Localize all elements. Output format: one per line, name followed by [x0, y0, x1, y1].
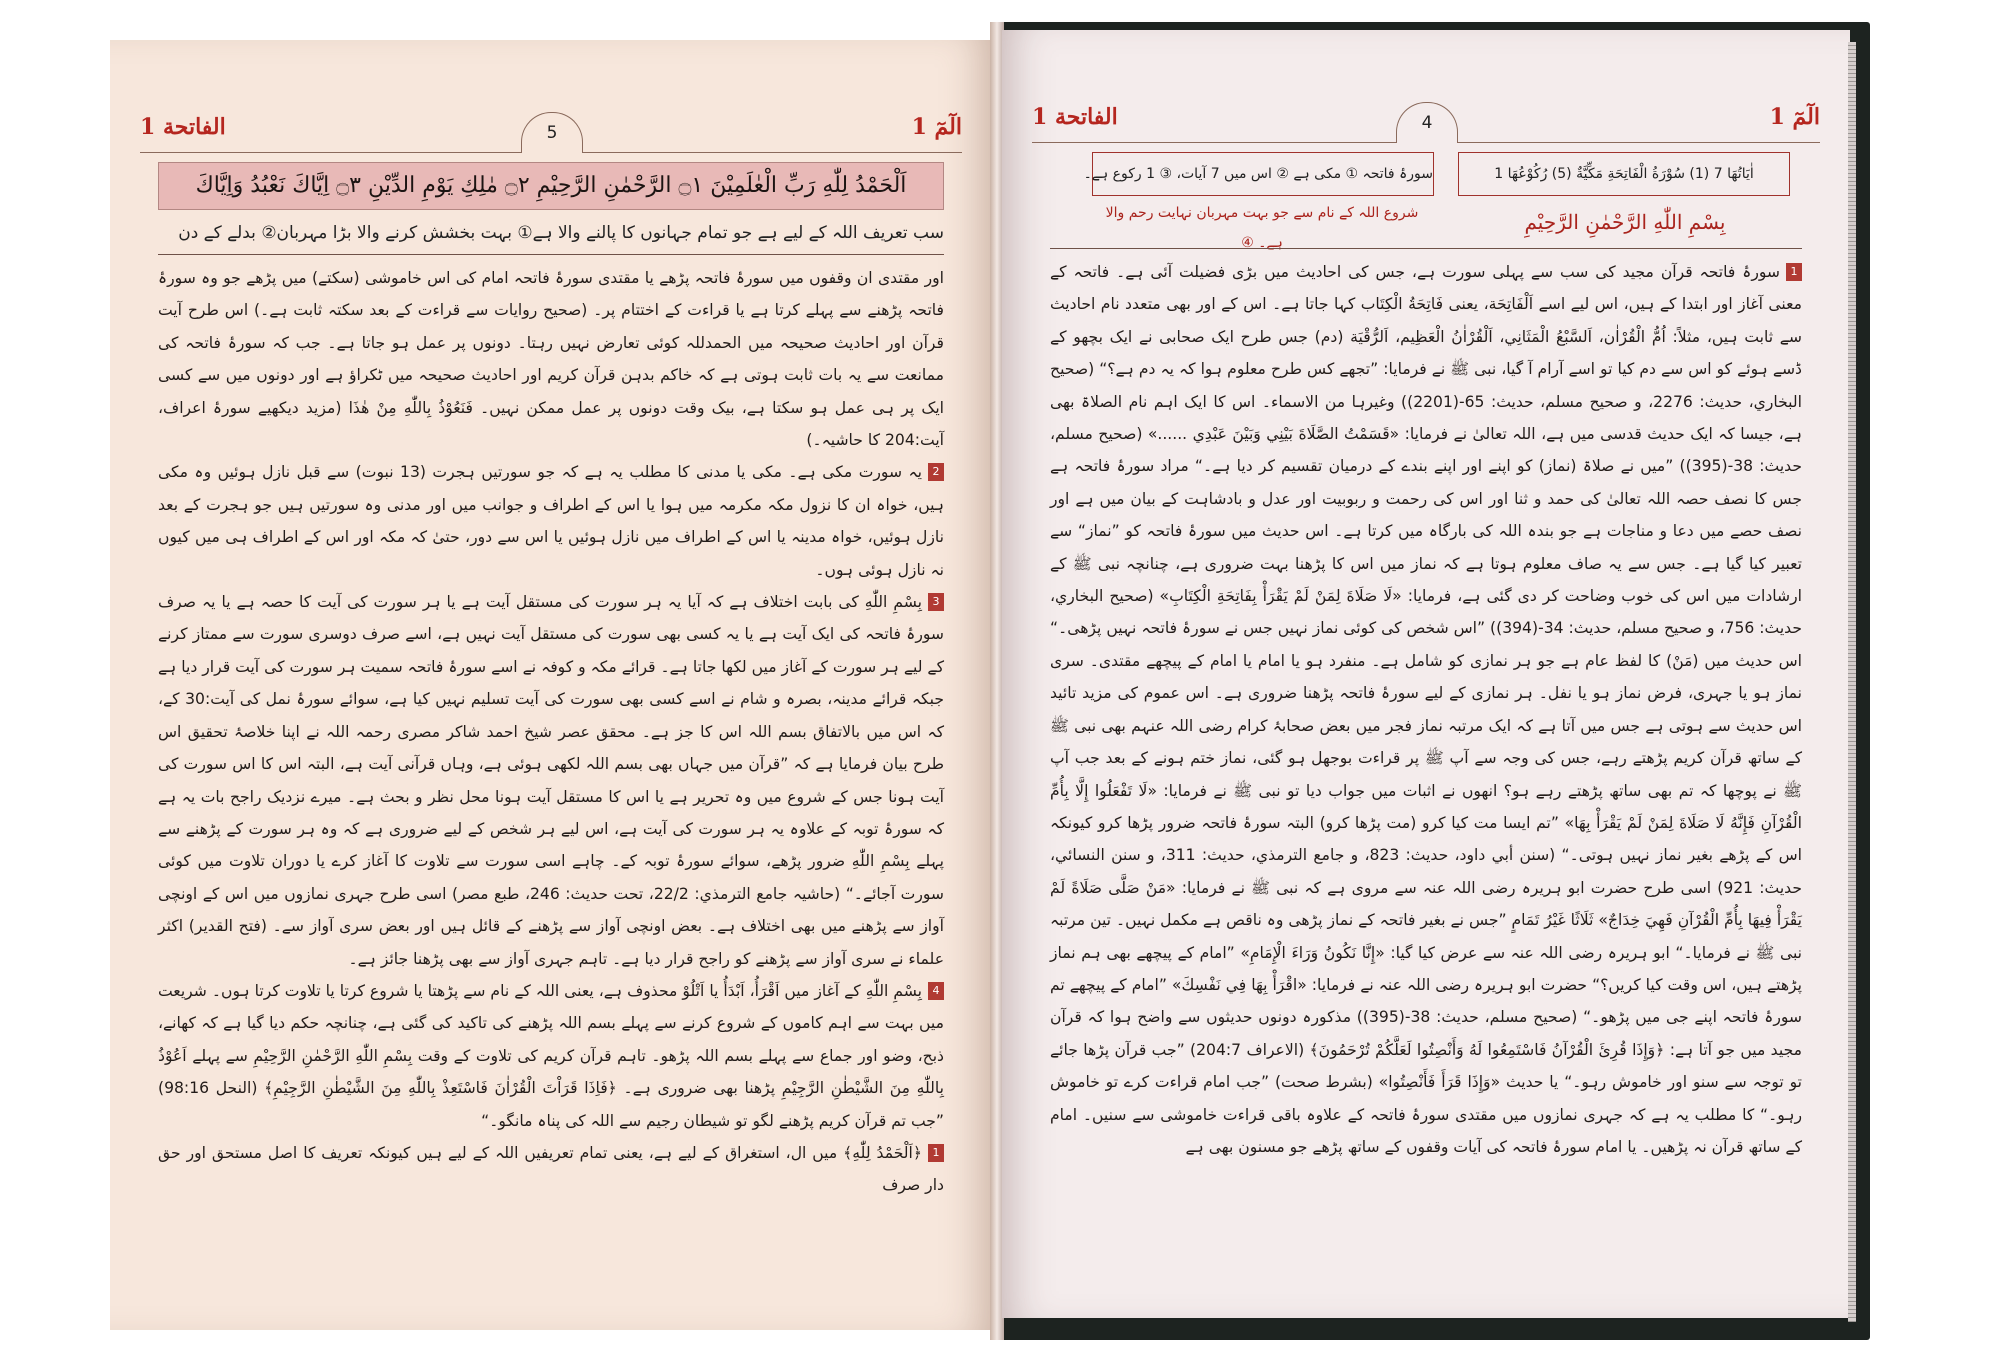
bismillah: بِسْمِ اللّٰهِ الرَّحْمٰنِ الرَّحِيْمِ [1524, 210, 1726, 234]
commentary-paragraph: اور مقتدی ان وقفوں میں سورۂ فاتحہ پڑھے یا مقتدی سورۂ فاتحہ امام کی اس خاموشی (سکتے) میں پڑھے جو وہ سورۂ فاتحہ پڑھنے سے پہلے کرتا ہے یا قراءت کے اختتام پر۔ (صحیح روایات سے قراءت کے بعد سکتہ ثابت ہے۔) اس طرح آیت قرآن اور احادیث صحیحہ میں الحمدللہ کوئی تعارض نہیں رہتا۔ دونوں پر عمل ہو جاتا ہے۔ جب کہ سورۂ فاتحہ کی ممانعت سے یہ بات ثابت ہوتی ہے کہ خاکم بدہن قرآن کریم اور احادیث صحیحہ میں ٹکراؤ ہے اور دونوں میں سے کسی ایک پر ہی عمل ہو سکتا ہے، بیک وقت دونوں پر عمل ممکن نہیں۔ فَنَعُوْذُ بِاللّٰهِ مِنْ هٰذَا (مزید دیکھیے سورۂ اعراف، آیت:204 کا حاشیہ۔) [158, 269, 944, 450]
commentary-paragraph: 1سورۂ فاتحہ قرآن مجید کی سب سے پہلی سورت ہے، جس کی احادیث میں بڑی فضیلت آئی ہے۔ فاتحہ کے معنی آغاز اور ابتدا کے ہیں، اس لیے اسے اَلْفَاتِحَة، یعنی فَاتِحَةُ الْكِتَاب کہا جاتا ہے۔ اس کے اور بھی متعدد نام احادیث سے ثابت ہیں، مثلاً: اُمُّ الْقُرْاٰن، اَلسَّبْعُ الْمَثَانِي، اَلْقُرْاٰنُ الْعَظِيم، اَلرُّقْيَة (دم) جس طرح ایک صحابی نے ایک بچھو کے ڈسے ہوئے کو اس سے دم کیا تو اسے آرام آ گیا، نبی ﷺ نے فرمایا: ”تجھے کس طرح معلوم ہوا کہ یہ دم ہے؟“ (صحیح البخاري، حدیث: 2276، و صحیح مسلم، حدیث: 65-(2201)) وغیرہا من الاسماء۔ اس کا ایک اہم نام الصلاۃ بھی ہے، جیسا کہ ایک حدیث قدسی میں ہے، اللہ تعالیٰ نے فرمایا: «قَسَمْتُ الصَّلَاةَ بَيْنِي وَبَيْنَ عَبْدِي ......» (صحیح مسلم، حدیث: 38-(395)) ”میں نے صلاۃ (نماز) کو اپنے اور اپنے بندے کے درمیان تقسیم کر دیا ہے۔“ مراد سورۂ فاتحہ ہے جس کا نصف حصہ اللہ تعالیٰ کی حمد و ثنا اور اس کی رحمت و ربوبیت اور عدل و بادشاہت کے بیان میں ہے اور نصف حصے میں دعا و مناجات ہے جو بندہ اللہ کی بارگاہ میں کرتا ہے۔ اس حدیث میں سورۂ فاتحہ کو ”نماز“ سے تعبیر کیا گیا ہے۔ جس سے یہ صاف معلوم ہوتا ہے کہ نماز میں اس کا پڑھنا بہت ضروری ہے، چنانچہ نبی ﷺ کے ارشادات میں اس کی خوب وضاحت کر دی گئی ہے، فرمایا: «لَا صَلَاةَ لِمَنْ لَمْ يَقْرَأْ بِفَاتِحَةِ الْكِتَابِ» (صحیح البخاري، حدیث: 756، و صحیح مسلم، حدیث: 34-(394)) ”اس شخص کی کوئی نماز نہیں جس نے سورۂ فاتحہ نہیں پڑھی۔“ اس حدیث میں (مَنْ) کا لفظ عام ہے جو ہر نمازی کو شامل ہے۔ منفرد ہو یا امام یا امام کے پیچھے مقتدی۔ سری نماز ہو یا جہری، فرض نماز ہو یا نفل۔ ہر نمازی کے لیے سورۂ فاتحہ پڑھنا ضروری ہے۔ اس عموم کی مزید تائید اس حدیث سے ہوتی ہے جس میں آتا ہے کہ ایک مرتبہ نماز فجر میں بعض صحابۂ کرام رضی اللہ عنہم بھی نبی ﷺ کے ساتھ قرآن کریم پڑھتے رہے، جس کی وجہ سے آپ ﷺ پر قراءت بوجھل ہو گئی، نماز ختم ہونے کے بعد جب آپ ﷺ نے پوچھا کہ تم بھی ساتھ پڑھتے رہے ہو؟ انھوں نے اثبات میں جواب دیا تو نبی ﷺ نے فرمایا: «لَا تَفْعَلُوا إِلَّا بِأُمِّ الْقُرْآنِ فَإِنَّهُ لَا صَلَاةَ لِمَنْ لَمْ يَقْرَأْ بِهَا» ”تم ایسا مت کیا کرو (مت پڑھا کرو) البتہ سورۂ فاتحہ ضرور پڑھا کرو کیونکہ اس کے پڑھے بغیر نماز نہیں ہوتی۔“ (سنن أبي داود، حدیث: 823، و جامع الترمذي، حدیث: 311، و سنن النسائي، حدیث: 921) اسی طرح حضرت ابو ہریرہ رضی اللہ عنہ سے مروی ہے کہ نبی ﷺ نے فرمایا: «مَنْ صَلَّى صَلَاةً لَمْ يَقْرَأْ فِيهَا بِأُمِّ الْقُرْآنِ فَهِيَ خِدَاجٌ» ثَلَاثًا غَيْرُ تَمَامٍ ”جس نے بغیر فاتحہ کے نماز پڑھی وہ ناقص ہے مکمل نہیں۔ تین مرتبہ نبی ﷺ نے فرمایا۔“ ابو ہریرہ رضی اللہ عنہ سے عرض کیا گیا: «إِنَّا نَكُونُ وَرَاءَ الْإِمَامِ» ”امام کے پیچھے بھی ہم نماز پڑھتے ہیں، اس وقت کیا کریں؟“ حضرت ابو ہریرہ رضی اللہ عنہ نے فرمایا: «اقْرَأْ بِهَا فِي نَفْسِكَ» ”امام کے پیچھے تم سورۂ فاتحہ اپنے جی میں پڑھو۔“ (صحیح مسلم، حدیث: 38-(395)) مذکورہ دونوں حدیثوں سے واضح ہوا کہ قرآن مجید میں جو آتا ہے: ﴿وَإِذَا قُرِئَ الْقُرْآنُ فَاسْتَمِعُوا لَهُ وَأَنْصِتُوا لَعَلَّكُمْ تُرْحَمُونَ﴾ (الاعراف 204:7) ”جب قرآن پڑھا جائے تو توجہ سے سنو اور خاموش رہو۔“ یا حدیث «وَإِذَا قَرَأَ فَأَنْصِتُوا» (بشرط صحت) ”جب امام قراءت کرے تو خاموش رہو۔“ کا مطلب یہ ہے کہ جہری نمازوں میں مقتدی سورۂ فاتحہ کے علاوہ باقی قراءت خاموشی سے سنیں۔ امام کے ساتھ قرآن نہ پڑھیں۔ یا امام سورۂ فاتحہ کی آیات وقفوں کے ساتھ پڑھے جو مسنون بھی ہے [1049, 263, 1803, 1156]
para-title: الٓمٓ 1 [911, 114, 962, 140]
surah-summary-box: سورۂ فاتحہ ① مکی ہے ② اس میں 7 آیات، ③ 1 رکوع ہے۔ [1092, 152, 1434, 196]
commentary-paragraph: 4بِسْمِ اللّٰهِ کے آغاز میں اَقْرَأُ، اَبْدَأُ یا اَتْلُوْ محذوف ہے، یعنی اللہ کے نام سے پڑھتا یا شروع کرتا یا تلاوت کرتا ہوں۔ شریعت میں بہت سے اہم کاموں کے شروع کرنے سے پہلے بسم اللہ پڑھنے کی تاکید کی گئی ہے، چنانچہ حکم دیا گیا ہے کہ کھانے، ذبح، وضو اور جماع سے پہلے بسم اللہ پڑھو۔ تاہم قرآن کریم کی تلاوت کے وقت بِسْمِ اللّٰهِ الرَّحْمٰنِ الرَّحِيْمِ سے پہلے اَعُوْذُ بِاللّٰهِ مِنَ الشَّيْطٰنِ الرَّجِيْمِ پڑھنا بھی ضروری ہے۔ ﴿فَاِذَا قَرَاْتَ الْقُرْاٰنَ فَاسْتَعِذْ بِاللّٰهِ مِنَ الشَّيْطٰنِ الرَّجِيْمِ﴾ (النحل 98:16) ”جب تم قرآن کریم پڑھنے لگو تو شیطان رجیم سے اللہ کی پناہ مانگو۔“ [158, 981, 944, 1130]
commentary-paragraph: 1﴿اَلْحَمْدُ لِلّٰهِ﴾ میں ال، استغراق کے لیے ہے، یعنی تمام تعریفیں اللہ کے لیے ہیں کیونکہ تعریف کا اصل مستحق اور حق دار صرف [158, 1143, 944, 1195]
commentary-paragraph: 3بِسْمِ اللّٰهِ کی بابت اختلاف ہے کہ آیا یہ ہر سورت کی مستقل آیت ہے یا ہر سورت کی آیت کا حصہ ہے یا یہ صرف سورۂ فاتحہ کی ایک آیت ہے یا یہ کسی بھی سورت کی مستقل آیت نہیں ہے، اسے صرف دوسری سورت سے ممتاز کرنے کے لیے ہر سورت کے آغاز میں لکھا جاتا ہے۔ قرائے مکہ و کوفہ نے اسے سورۂ فاتحہ سمیت ہر سورت کی آیت قرار دیا ہے جبکہ قرائے مدینہ، بصرہ و شام نے اسے کسی بھی سورت کی آیت تسلیم نہیں کیا ہے، سوائے سورۂ نمل کی آیت:30 کے، کہ اس میں بالاتفاق بسم اللہ اس کا جز ہے۔ محقق عصر شیخ احمد شاکر مصری رحمہ اللہ نے اپنا خلاصۂ تحقیق اس طرح بیان فرمایا ہے کہ ”قرآن میں جہاں بھی بسم اللہ لکھی ہوئی ہے، وہاں قرآنی آیت ہے، البتہ اس کا اس سورت کی آیت ہونا جس کے شروع میں وہ تحریر ہے یا اس کا مستقل آیت ہونا محل نظر و بحث ہے۔ میرے نزدیک راجح بات یہ ہے کہ سورۂ توبہ کے علاوہ یہ ہر سورت کی آیت ہے، اس لیے ہر شخص کے لیے ضروری ہے کہ وہ ہر سورت کے پڑھنے سے پہلے بِسْمِ اللّٰهِ ضرور پڑھے، سوائے سورۂ توبہ کے۔ چاہے اسی سورت سے تلاوت کا آغاز کرے یا دوران تلاوت میں کوئی سورت آجائے۔“ (حاشیہ جامع الترمذي: 22/2، تحت حدیث: 246، طبع مصر) اسی طرح جہری نمازوں میں اس کے اونچی آواز سے پڑھنے میں بھی اختلاف ہے۔ بعض اونچی آواز سے پڑھنے کے قائل ہیں اور بعض سری آواز سے۔ (فتح القدیر) اکثر علماء نے سری آواز سے پڑھنے کو راجح قرار دیا ہے۔ تاہم جہری آواز سے بھی پڑھنا جائز ہے۔ [158, 593, 944, 968]
divider [1050, 248, 1802, 249]
page-header [140, 112, 962, 156]
ayah-translation: سب تعریف اللہ کے لیے ہے جو تمام جہانوں کا پالنے والا ہے① بہت بخشش کرنے والا بڑا مہربان② بدلے کے دن [178, 223, 944, 243]
commentary-body [1050, 256, 1802, 1296]
page-number: 4 [1396, 102, 1458, 143]
surah-title: الفاتحة 1 [140, 114, 226, 140]
divider [158, 254, 944, 255]
commentary-body [158, 262, 944, 1312]
open-book [110, 22, 1870, 1340]
surah-info-box: اٰیَاتُهَا 7 (1) سُوْرَةُ الْفَاتِحَةِ مَكِّيَّةٌ (5) رُكُوْعُهَا 1 [1458, 152, 1790, 196]
right-page [1002, 30, 1850, 1318]
surah-title: الفاتحة 1 [1032, 104, 1118, 130]
footnote-number: 1 [928, 1144, 944, 1162]
bismillah-translation: شروع اللہ کے نام سے جو بہت مہربان نہایت رحم والا ہے۔ ④ [1105, 205, 1419, 251]
page-number: 5 [521, 112, 583, 153]
footnote-number: 2 [928, 463, 944, 481]
footnote-number: 3 [928, 593, 944, 611]
left-page [110, 40, 992, 1330]
para-title: الٓمٓ 1 [1769, 104, 1820, 130]
commentary-paragraph: 2یہ سورت مکی ہے۔ مکی یا مدنی کا مطلب یہ ہے کہ جو سورتیں ہجرت (13 نبوت) سے قبل نازل ہوئیں وہ مکی ہیں، خواہ ان کا نزول مکہ مکرمہ میں ہوا یا اس کے اطراف و جوانب میں اور مدنی وہ سورتیں ہیں جو ہجرت کے بعد نازل ہوئیں، خواہ مدینہ یا اس کے اطراف میں نازل ہوئیں یا اس سے دور، حتیٰ کہ مکہ اور اس کے اطراف ہی میں کیوں نہ نازل ہوئی ہوں۔ [158, 463, 944, 579]
ayah-text-band: اَلْحَمْدُ لِلّٰهِ رَبِّ الْعٰلَمِيْنَ ۝١ الرَّحْمٰنِ الرَّحِيْمِ ۝٢ مٰلِكِ يَوْمِ الدِّيْنِ ۝٣ اِيَّاكَ نَعْبُدُ وَاِيَّاكَ [158, 162, 944, 210]
footnote-number: 4 [928, 982, 944, 1000]
page-header [1032, 102, 1820, 146]
page-binding-edge [1848, 42, 1856, 1322]
footnote-number: 1 [1786, 263, 1802, 281]
